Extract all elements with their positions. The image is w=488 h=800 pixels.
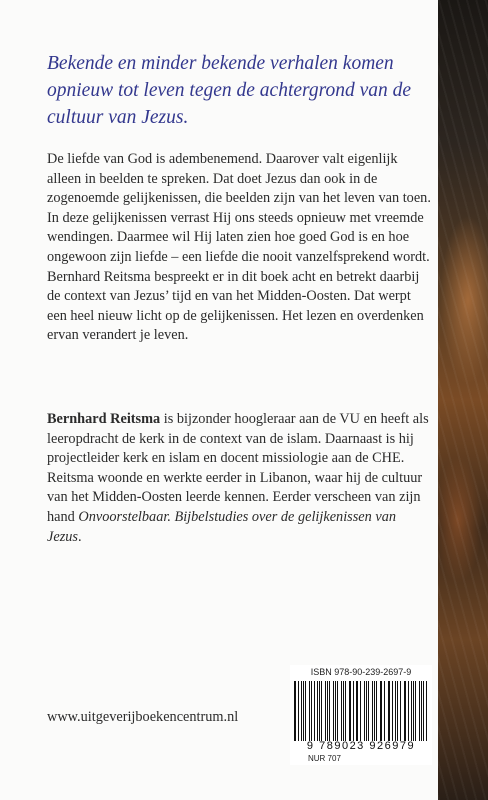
barcode-bar <box>381 681 382 741</box>
intro-text: Bekende en minder bekende verhalen komen opnieuw tot leven tegen de achtergrond van de cultuur van Jezus. <box>47 53 412 128</box>
isbn-text: ISBN 978-90-239-2697-9 <box>310 667 412 677</box>
barcode-bar <box>360 681 361 741</box>
barcode-bar <box>376 681 377 741</box>
barcode-bar <box>411 681 412 741</box>
barcode-bar <box>395 681 396 741</box>
barcode-bar <box>368 681 369 741</box>
author-bio <box>47 410 432 547</box>
barcode-bar <box>357 681 358 741</box>
barcode-bars <box>294 681 428 741</box>
barcode-bar <box>314 681 315 741</box>
barcode-bar <box>400 681 401 741</box>
barcode-bar <box>321 681 322 741</box>
barcode-number: 9 789023 926979 <box>306 740 416 752</box>
description-paragraph: De liefde van God is adembenemend. Daarover valt eigenlijk alleen in beelden te spreken. Dat doet Jezus dan ook in de zogenoemde gelijkenissen, die beelden zijn van het leven van toen. <box>47 151 431 207</box>
earlier-book-title: Onvoorstelbaar. Bijbelstudies over de gelijkenissen van Jezus <box>47 508 397 545</box>
description-paragraph: In deze gelijkenissen verrast Hij ons steeds opnieuw met vreemde wendingen. Daarmee wil Hij laten zien hoe goed God is en hoe ongewoon zijn liefde – een liefde die nooit vanzelfsprekend wordt. <box>47 209 430 265</box>
author-name: Bernhard Reitsma <box>47 411 161 427</box>
nur-code: NUR 707 <box>308 754 341 763</box>
author-bio-end: . <box>77 528 82 545</box>
barcode-bar <box>419 681 420 741</box>
description <box>47 150 432 346</box>
barcode-bar <box>325 681 326 741</box>
barcode-bar <box>333 681 334 741</box>
barcode-bar <box>343 681 344 741</box>
barcode-bar <box>392 681 393 741</box>
author-bio-text: is bijzonder hoogleraar aan de VU en heeft als leeropdracht de kerk in de context van de islam. Daarnaast is hij projectleider kerk en islam en docent missiologie aan de CHE. Reitsma woonde en werkte eerder in Libanon, waar hij de cultuur van het Midden-Oosten leerde kennen. Eerder verscheen van zijn hand <box>47 411 429 525</box>
barcode-bar <box>341 681 342 741</box>
description-paragraph: Bernhard Reitsma bespreekt er in dit boek acht en betrekt daarbij de context van Jezus’ tijd en van het Midden-Oosten. Dat werpt een heel nieuw licht op de gelijkenissen. Het lezen en overdenken ervan verandert je leven. <box>47 268 424 344</box>
barcode-label <box>290 665 432 765</box>
barcode-bar <box>301 681 302 741</box>
publisher-website[interactable]: www.uitgeverijboekencentrum.nl <box>47 709 239 725</box>
cover-photo-edge <box>438 0 488 800</box>
barcode-bar <box>309 681 310 741</box>
